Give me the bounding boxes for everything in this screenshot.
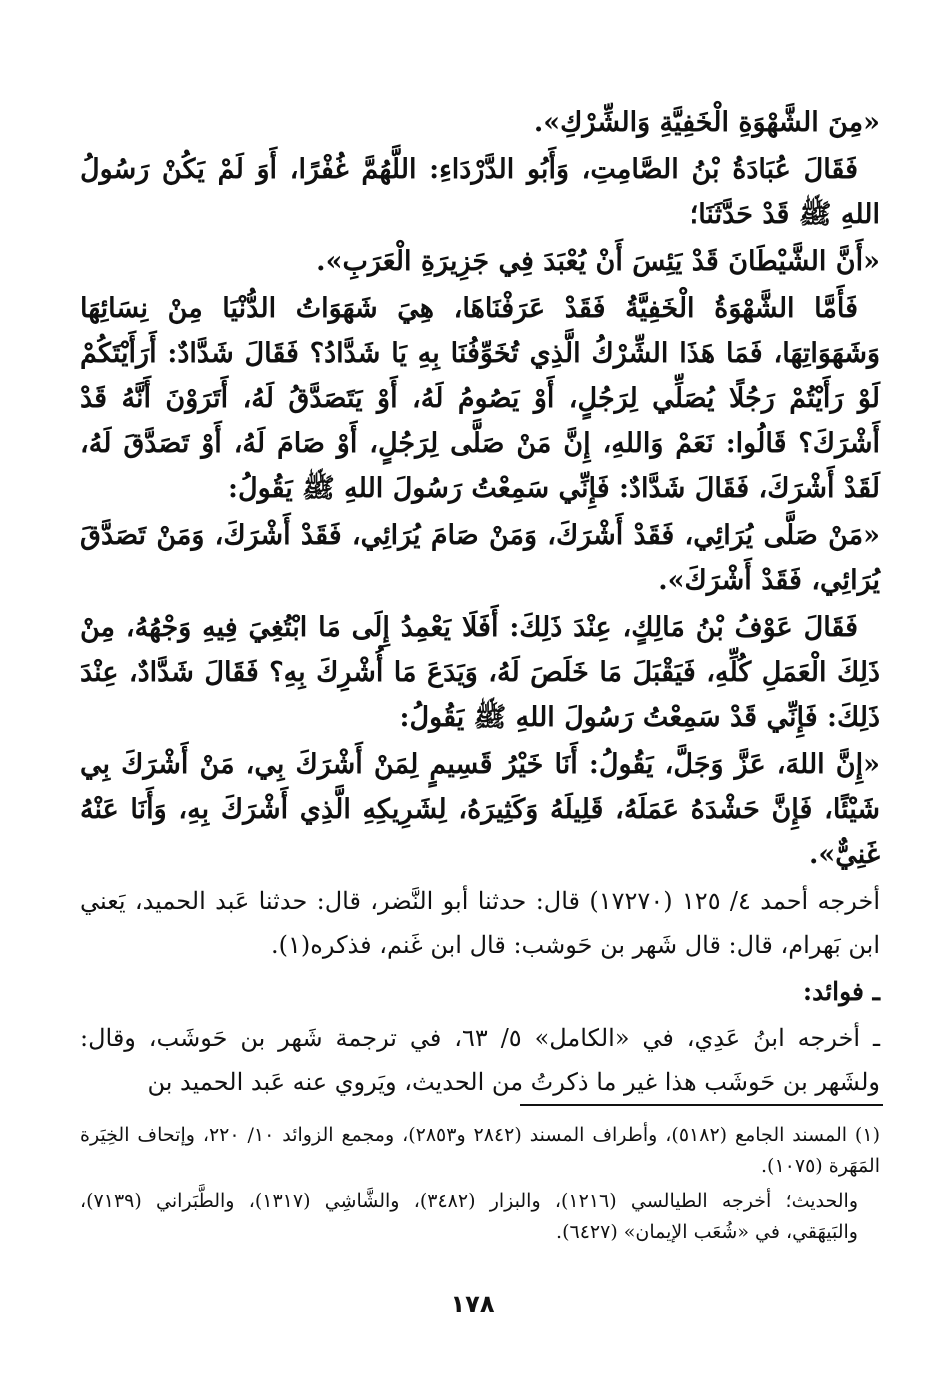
footnotes xyxy=(80,1120,880,1252)
narration-paragraph: فَأَمَّا الشَّهْوَةُ الْخَفِيَّةُ فَقَدْ عَرَفْنَاهَا، هِيَ شَهَوَاتُ الدُّنْيَا مِنْ نِسَائِهَا وَشَهَوَاتِهَا، فَمَا هَذَا الشِّرْكُ الَّذِي تُخَوِّفُنَا بِهِ يَا شَدَّادُ؟ فَقَالَ شَدَّادٌ: أَرَأَيْتَكُمْ لَوْ رَأَيْتُمْ رَجُلًا يُصَلِّي لِرَجُلٍ، أَوْ يَصُومُ لَهُ، أَوْ يَتَصَدَّقُ لَهُ، أَتَرَوْنَ أَنَّهُ قَدْ أَشْرَكَ؟ قَالُوا: نَعَمْ وَاللهِ، إِنَّ مَنْ صَلَّى لِرَجُلٍ، أَوْ صَامَ لَهُ، أَوْ تَصَدَّقَ لَهُ، لَقَدْ أَشْرَكَ، فَقَالَ شَدَّادٌ: فَإِنِّي سَمِعْتُ رَسُولَ اللهِ ﷺ يَقُولُ: xyxy=(80,293,880,504)
hadith-quote: «أَنَّ الشَّيْطَانَ قَدْ يَئِسَ أَنْ يُعْبَدَ فِي جَزِيرَةِ الْعَرَبِ». xyxy=(316,246,880,277)
takhrij-paragraph: أخرجه أحمد ٤/ ١٢٥ (١٧٢٧٠) قال: حدثنا أبو النَّضر، قال: حدثنا عَبد الحميد، يَعني ابن بَهرام، قال: قال شَهر بن حَوشب: قال ابن غَنم، فذكره(١). xyxy=(80,887,881,959)
benefits-paragraph: ـ أخرجه ابنُ عَدِي، في «الكامل» ٥/ ٦٣، في ترجمة شَهر بن حَوشَب، وقال: ولشَهر بن حَوشَب هذا غير ما ذكرتُ من الحديث، ويَروي عنه عَبد الحميد بن xyxy=(80,1024,881,1096)
narration-paragraph: فَقَالَ عَوْفُ بْنُ مَالِكٍ، عِنْدَ ذَلِكَ: أَفَلَا يَعْمِدُ إِلَى مَا ابْتُغِيَ فِيهِ وَجْهُهُ، مِنْ ذَلِكَ الْعَمَلِ كُلِّهِ، فَيَقْبَلَ مَا خَلَصَ لَهُ، وَيَدَعَ مَا أُشْرِكَ بِهِ؟ فَقَالَ شَدَّادٌ، عِنْدَ ذَلِكَ: فَإِنِّي قَدْ سَمِعْتُ رَسُولَ اللهِ ﷺ يَقُولُ: xyxy=(80,612,880,733)
hadith-quote: «مَنْ صَلَّى يُرَائِي، فَقَدْ أَشْرَكَ، وَمَنْ صَامَ يُرَائِي، فَقَدْ أَشْرَكَ، وَمَنْ تَصَدَّقَ يُرَائِي، فَقَدْ أَشْرَكَ». xyxy=(80,520,880,596)
page-number: ١٧٨ xyxy=(450,1290,495,1318)
narration-paragraph: فَقَالَ عُبَادَةُ بْنُ الصَّامِتِ، وَأَبُو الدَّرْدَاءِ: اللَّهُمَّ غُفْرًا، أَوَ لَمْ يَكُنْ رَسُولُ اللهِ ﷺ قَدْ حَدَّثَنَا؛ xyxy=(80,154,880,230)
footnote-divider xyxy=(520,1104,883,1106)
footnote-continuation: والحديث؛ أخرجه الطيالسي (١٢١٦)، والبزار (٣٤٨٢)، والشَّاشِي (١٣١٧)، والطَّبَراني (٧١٣٩)، والبَيهَقي، في «شُعَب الإيمان» (٦٤٢٧). xyxy=(80,1190,859,1243)
footnote: (١) المسند الجامع (٥١٨٢)، وأطراف المسند (٢٨٤٢ و٢٨٥٣)، ومجمع الزوائد ١٠/ ٢٢٠، وإتحاف الخِيَرة المَهَرة (١٠٧٥). xyxy=(80,1124,880,1177)
main-text xyxy=(80,100,880,1106)
hadith-quote: «إِنَّ اللهَ، عَزَّ وَجَلَّ، يَقُولُ: أَنَا خَيْرُ قَسِيمٍ لِمَنْ أَشْرَكَ بِي، مَنْ أَشْرَكَ بِي شَيْئًا، فَإِنَّ حَشْدَهُ عَمَلَهُ، قَلِيلَهُ وَكَثِيرَهُ، لِشَرِيكِهِ الَّذِي أَشْرَكَ بِهِ، وَأَنَا عَنْهُ غَنِيٌّ». xyxy=(80,749,880,870)
benefits-heading: ـ فوائد: xyxy=(802,977,880,1006)
hadith-quote: «مِنَ الشَّهْوَةِ الْخَفِيَّةِ وَالشِّرْكِ». xyxy=(533,107,880,138)
